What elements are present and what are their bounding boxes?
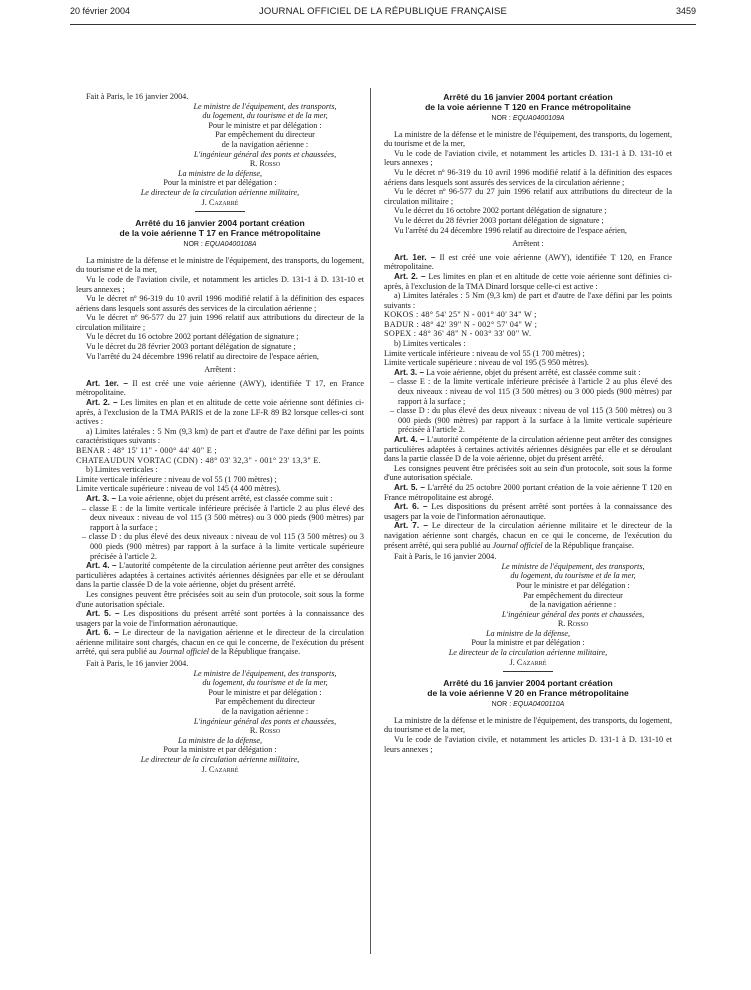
waypoint: BADUR : 48° 42' 39" N - 002° 57' 04" W ;	[384, 319, 538, 329]
done-at: Fait à Paris, le 16 janvier 2004.	[86, 659, 189, 669]
article-4-b: Les consignes peuvent être précisées soit au sein d'un protocole, soit sous la forme d'une autorisation spéciale.	[384, 463, 672, 483]
visa: Vu le code de l'aviation civile, et notamment les articles D. 131-1 à D. 131-10 et leurs annexes ;	[76, 274, 364, 294]
visa: Vu le décret nº 96-319 du 10 avril 1996 modifié relatif à la définition des espaces aériens dans lesquels sont assurés des services de la circulation aérienne ;	[384, 167, 672, 187]
visa: Vu le code de l'aviation civile, et notamment les articles D. 131-1 à D. 131-10 et leurs annexes ;	[384, 735, 672, 754]
section-rule	[195, 211, 245, 212]
signer-name: R. Rosso	[557, 619, 589, 629]
signer-name: R. Rosso	[249, 726, 281, 736]
right-column	[384, 92, 672, 754]
header-rule	[70, 24, 696, 25]
article-2: Art. 2. – Les limites en plan et en altitude de cette voie aérienne sont définies ci-après, à l'exclusion de la TMA Dinard lorsque celle-ci est active :	[384, 271, 672, 291]
delegation: Pour le ministre et par délégation :	[208, 687, 322, 697]
signatory-defense: La ministre de la défense,	[177, 168, 263, 178]
empechement-2: de la navigation aérienne :	[529, 600, 617, 610]
visa: Vu le décret du 16 octobre 2002 portant délégation de signature ;	[86, 332, 299, 342]
limit-upper: Limite verticale supérieure : niveau de vol 195 (5 950 mètres).	[384, 358, 589, 368]
director-cam: Le directeur de la circulation aérienne militaire,	[140, 187, 300, 197]
nor-reference: NOR : EQUA0400110A	[491, 701, 565, 709]
section-rule	[503, 671, 553, 672]
nor-reference: NOR : EQUA0400109A	[491, 115, 565, 122]
visa: Vu le décret nº 96-577 du 27 juin 1996 relatif aux attributions du directeur de la circulation militaire ;	[384, 187, 672, 206]
preamble: La ministre de la défense et le ministre de l'équipement, des transports, du logement, du tourisme et de la mer,	[384, 129, 672, 149]
visa: Vu l'arrêté du 24 décembre 1996 relatif au directoire de l'espace aérien,	[394, 225, 627, 235]
header-date: 20 février 2004	[70, 6, 131, 16]
article-4: Art. 4. – L'autorité compétente de la circulation aérienne peut arrêter des consignes particulières adaptées à certaines activités aériennes désignées par elle et se déroulant dans la partie classée D de la voie aérienne, objet du présent arrêté.	[76, 561, 364, 590]
article-6: Art. 6. – Les dispositions du présent arrêté sont portées à la connaissance des usagers par la voie de l'information aéronautique.	[384, 502, 672, 521]
signatory-minister: Le ministre de l'équipement, des transports,	[193, 668, 337, 678]
director-cam: Le directeur de la circulation aérienne militaire,	[140, 755, 300, 764]
article-3: Art. 3. – La voie aérienne, objet du présent arrêté, est classée comme suit :	[86, 493, 333, 503]
signatory-minister: Le ministre de l'équipement, des transports,	[193, 101, 337, 111]
empechement-2: de la navigation aérienne :	[221, 707, 309, 717]
signer-name-2: J. Cazarré	[509, 657, 547, 667]
delegation-2: Pour la ministre et par délégation :	[163, 178, 277, 188]
class-d: – classe D : du plus élevé des deux niveaux : niveau de vol 115 (3 500 mètres) ou 3 000 pieds (900 mètres) par rapport à la surface à la limite verticale supérieure précisée à l'article 2.	[82, 532, 364, 561]
waypoint: BENAR : 48° 15' 11" - 000° 44' 40" E ;	[76, 446, 217, 455]
arrete-title: Arrêté du 16 janvier 2004 portant création	[443, 92, 613, 102]
arrete-title: Arrêté du 16 janvier 2004 portant création	[135, 218, 305, 229]
visa: Vu le décret du 16 octobre 2002 portant délégation de signature ;	[394, 206, 607, 216]
class-e: – classe E : de la limite verticale inférieure précisée à l'article 2 au plus élevé des deux niveaux : niveau de vol 115 (3 500 mètres) ou 3 000 pieds (900 mètres) par rapport à la surface ;	[82, 503, 364, 532]
delegation-2: Pour la ministre et par délégation :	[163, 745, 277, 755]
ingenieur: L'ingénieur général des ponts et chaussées,	[501, 609, 645, 619]
article-6: Art. 6. – Le directeur de la navigation aérienne et le directeur de la circulation aérienne militaire sont chargés, chacun en ce qui le concerne, de l'exécution du présent arrêté, qui sera publié au Journal officiel de la République française.	[76, 628, 364, 657]
ingenieur: L'ingénieur général des ponts et chaussées,	[193, 716, 337, 726]
arrete-v20	[384, 678, 672, 754]
waypoint: KOKOS : 48° 54' 25" N - 001° 40' 34" W ;	[384, 310, 537, 320]
waypoint: SOPEX : 48° 36' 48" N - 003° 33' 00" W.	[384, 329, 532, 339]
article-5: Art. 5. – L'arrêté du 25 octobre 2000 portant création de la voie aérienne T 120 en France métropolitaine est abrogé.	[384, 482, 672, 502]
delegation: Pour le ministre et par délégation :	[208, 120, 322, 130]
empechement-2: de la navigation aérienne :	[221, 139, 309, 149]
left-column	[76, 92, 364, 774]
done-at: Fait à Paris, le 16 janvier 2004.	[86, 92, 189, 101]
signer-name-2: J. Cazarré	[201, 197, 239, 207]
signatory-minister-2: du logement, du tourisme et de la mer,	[510, 571, 636, 581]
limit-lower: Limite verticale inférieure : niveau de vol 55 (1 700 mètres) ;	[76, 474, 277, 484]
class-e: – classe E : de la limite verticale inférieure précisée à l'article 2 au plus élevé des deux niveaux : niveau de vol 115 (3 500 mètres) ou 3 000 pieds (900 mètres) par rapport à la surface ;	[390, 377, 672, 406]
signature-block-top	[76, 92, 364, 207]
visa: Vu le décret nº 96-319 du 10 avril 1996 modifié relatif à la définition des espaces aériens dans lesquels sont assurés des services de la circulation aérienne ;	[76, 294, 364, 313]
signature-block	[384, 552, 672, 667]
signer-name-2: J. Cazarré	[201, 764, 239, 774]
limit-lower: Limite verticale inférieure : niveau de vol 55 (1 700 mètres) ;	[384, 348, 585, 358]
preamble: La ministre de la défense et le ministre de l'équipement, des transports, du logement, du tourisme et de la mer,	[76, 255, 364, 275]
article-4: Art. 4. – L'autorité compétente de la circulation aérienne peut arrêter des consignes particulières adaptées à certaines activités aériennes désignées par elle et se déroulant dans la partie classée D de la voie aérienne, objet du présent arrêté.	[384, 435, 672, 464]
signatory-defense: La ministre de la défense,	[485, 628, 571, 638]
page-header	[70, 6, 696, 22]
article-3: Art. 3. – La voie aérienne, objet du présent arrêté, est classée comme suit :	[394, 367, 641, 377]
article-7: Art. 7. – Le directeur de la circulation aérienne militaire et le directeur de la navigation aérienne sont chargés, chacun en ce qui le concerne, de l'exécution du présent arrêté, qui sera publié au Journal officiel de la République française.	[384, 521, 672, 550]
ingenieur: L'ingénieur général des ponts et chaussées,	[193, 149, 337, 159]
signatory-minister: Le ministre de l'équipement, des transports,	[501, 561, 645, 571]
visa: Vu le code de l'aviation civile, et notamment les articles D. 131-1 à D. 131-10 et leurs annexes ;	[384, 148, 672, 168]
empechement: Par empêchement du directeur	[215, 130, 315, 140]
article-1: Art. 1er. – Il est créé une voie aérienne (AWY), identifiée T 120, en France métropolitaine.	[384, 252, 672, 272]
article-4-b: Les consignes peuvent être précisées soit au sein d'un protocole, soit sous la forme d'une autorisation spéciale.	[76, 589, 364, 609]
visa: Vu le décret du 28 février 2003 portant délégation de signature ;	[394, 215, 604, 225]
class-d: – classe D : du plus élevé des deux niveaux : niveau de vol 115 (3 500 mètres) ou 3 000 pieds (900 mètres) par rapport à la surface à la limite verticale supérieure précisée à l'article 2.	[390, 406, 672, 435]
article-2-a: a) Limites latérales : 5 Nm (9,3 km) de part et d'autre de l'axe défini par les points caractéristiques suivants :	[76, 426, 364, 446]
arretent: Arrêtent :	[204, 365, 236, 375]
article-2: Art. 2. – Les limites en plan et en altitude de cette voie aérienne sont définies ci-après, à l'exclusion de la TMA PARIS et de la zone LF-R 89 B2 lorsque celles-ci sont actives :	[76, 398, 364, 427]
article-2-a: a) Limites latérales : 5 Nm (9,3 km) de part et d'autre de l'axe défini par les points suivants :	[384, 291, 672, 310]
empechement: Par empêchement du directeur	[523, 590, 623, 600]
signatory-minister-2: du logement, du tourisme et de la mer,	[202, 111, 328, 121]
waypoint: CHATEAUDUN VORTAC (CDN) : 48° 03' 32,3" - 001° 23' 13,3" E.	[76, 455, 321, 465]
signatory-defense: La ministre de la défense,	[177, 735, 263, 745]
visa: Vu le décret nº 96-577 du 27 juin 1996 relatif aux attributions du directeur de la circulation militaire ;	[76, 313, 364, 332]
preamble: La ministre de la défense et le ministre de l'équipement, des transports, du logement, du tourisme et de la mer,	[384, 715, 672, 735]
arrete-title: Arrêté du 16 janvier 2004 portant création	[443, 678, 613, 689]
visa: Vu le décret du 28 février 2003 portant délégation de signature ;	[86, 342, 296, 352]
article-2-b: b) Limites verticales :	[394, 339, 466, 349]
limit-upper: Limite verticale supérieure : niveau de vol 145 (4 400 mètres).	[76, 484, 281, 494]
arrete-title-2: de la voie aérienne V 20 en France métropolitaine	[427, 688, 629, 699]
arretent: Arrêtent :	[512, 239, 544, 249]
arrete-t17	[76, 218, 364, 657]
signatory-minister-2: du logement, du tourisme et de la mer,	[202, 678, 328, 688]
arrete-t120	[384, 92, 672, 550]
done-at: Fait à Paris, le 16 janvier 2004.	[394, 552, 497, 562]
visa: Vu l'arrêté du 24 décembre 1996 relatif au directoire de l'espace aérien,	[86, 351, 319, 361]
journal-title: JOURNAL OFFICIEL DE LA RÉPUBLIQUE FRANÇAISE	[258, 6, 508, 17]
page-number: 3459	[675, 6, 696, 16]
director-cam: Le directeur de la circulation aérienne militaire,	[448, 648, 608, 658]
nor-reference: NOR : EQUA0400108A	[183, 241, 257, 249]
empechement: Par empêchement du directeur	[215, 697, 315, 707]
article-1: Art. 1er. – Il est créé une voie aérienne (AWY), identifiée T 17, en France métropolitaine.	[76, 378, 365, 398]
delegation-2: Pour la ministre et par délégation :	[471, 638, 585, 648]
signer-name: R. Rosso	[249, 159, 281, 169]
column-divider	[370, 88, 371, 954]
signature-block-bottom	[76, 659, 364, 774]
article-5: Art. 5. – Les dispositions du présent arrêté sont portées à la connaissance des usagers par la voie de l'information aéronautique.	[76, 609, 364, 628]
arrete-title-2: de la voie aérienne T 120 en France métropolitaine	[425, 102, 631, 112]
arrete-title-2: de la voie aérienne T 17 en France métropolitaine	[119, 228, 321, 239]
article-2-b: b) Limites verticales :	[86, 465, 158, 475]
delegation: Pour le ministre et par délégation :	[516, 580, 630, 590]
